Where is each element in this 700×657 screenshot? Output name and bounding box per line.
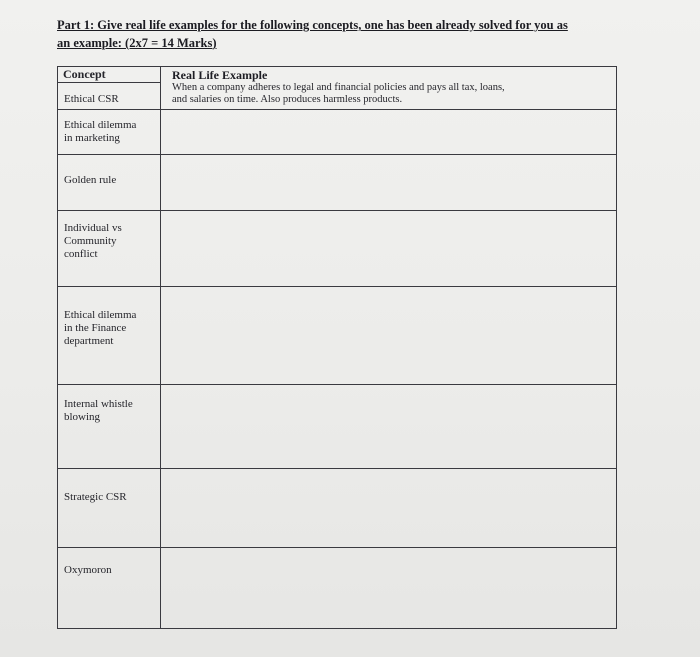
concept-cell	[58, 155, 161, 211]
table-row	[58, 110, 617, 155]
example-line-1: When a company adheres to legal and financial policies and pays all tax, loans,	[172, 82, 505, 93]
concept-label-line: Internal whistle	[64, 398, 133, 410]
concept-cell	[58, 385, 161, 469]
concept-label-line: Oxymoron	[64, 564, 112, 576]
answer-cell[interactable]	[161, 385, 617, 469]
answer-cell[interactable]	[161, 110, 617, 155]
concept-label	[58, 287, 160, 348]
concept-label-line: department	[64, 335, 114, 347]
concept-label-line: Ethical dilemma	[64, 309, 137, 321]
concept-label	[58, 469, 160, 504]
concept-label-line: in marketing	[64, 132, 120, 144]
concept-label-line: conflict	[64, 248, 98, 260]
concept-label	[58, 110, 160, 145]
concept-label-line: Community	[64, 235, 117, 247]
table-row	[58, 469, 617, 548]
answer-cell[interactable]	[161, 548, 617, 629]
example-cell[interactable]	[161, 67, 617, 110]
concept-label: Ethical CSR	[64, 93, 119, 105]
concept-cell	[58, 287, 161, 385]
concept-label-line: Strategic CSR	[64, 491, 127, 503]
concept-label	[58, 211, 160, 261]
heading-line-2: an example: (2x7 = 14 Marks)	[57, 36, 217, 50]
answer-cell[interactable]	[161, 211, 617, 287]
example-line-2: and salaries on time. Also produces harmless products.	[172, 94, 403, 105]
concepts-table	[57, 66, 617, 629]
concept-label	[58, 385, 160, 424]
concept-label-line: Ethical dilemma	[64, 119, 137, 131]
table-row	[58, 211, 617, 287]
table-row	[58, 548, 617, 629]
concept-label-line: in the Finance	[64, 322, 127, 334]
concept-label-line: blowing	[64, 411, 101, 423]
concept-cell	[58, 110, 161, 155]
concept-label-line: Golden rule	[64, 174, 117, 186]
table-row	[58, 287, 617, 385]
answer-cell[interactable]	[161, 469, 617, 548]
header-concept: Concept	[58, 67, 160, 83]
concept-label-line: Individual vs	[64, 222, 122, 234]
header-real-life-example: Real Life Example	[172, 68, 268, 82]
concept-cell	[58, 469, 161, 548]
table-row-example	[58, 67, 617, 110]
concept-label	[58, 548, 160, 577]
concept-cell	[58, 67, 161, 110]
assignment-heading	[57, 16, 657, 52]
answer-cell[interactable]	[161, 155, 617, 211]
answer-cell[interactable]	[161, 287, 617, 385]
concept-cell	[58, 211, 161, 287]
table-row	[58, 385, 617, 469]
concept-cell	[58, 548, 161, 629]
heading-line-1: Part 1: Give real life examples for the following concepts, one has been already solved for you as	[57, 18, 568, 32]
table-row	[58, 155, 617, 211]
concept-label	[58, 155, 160, 187]
